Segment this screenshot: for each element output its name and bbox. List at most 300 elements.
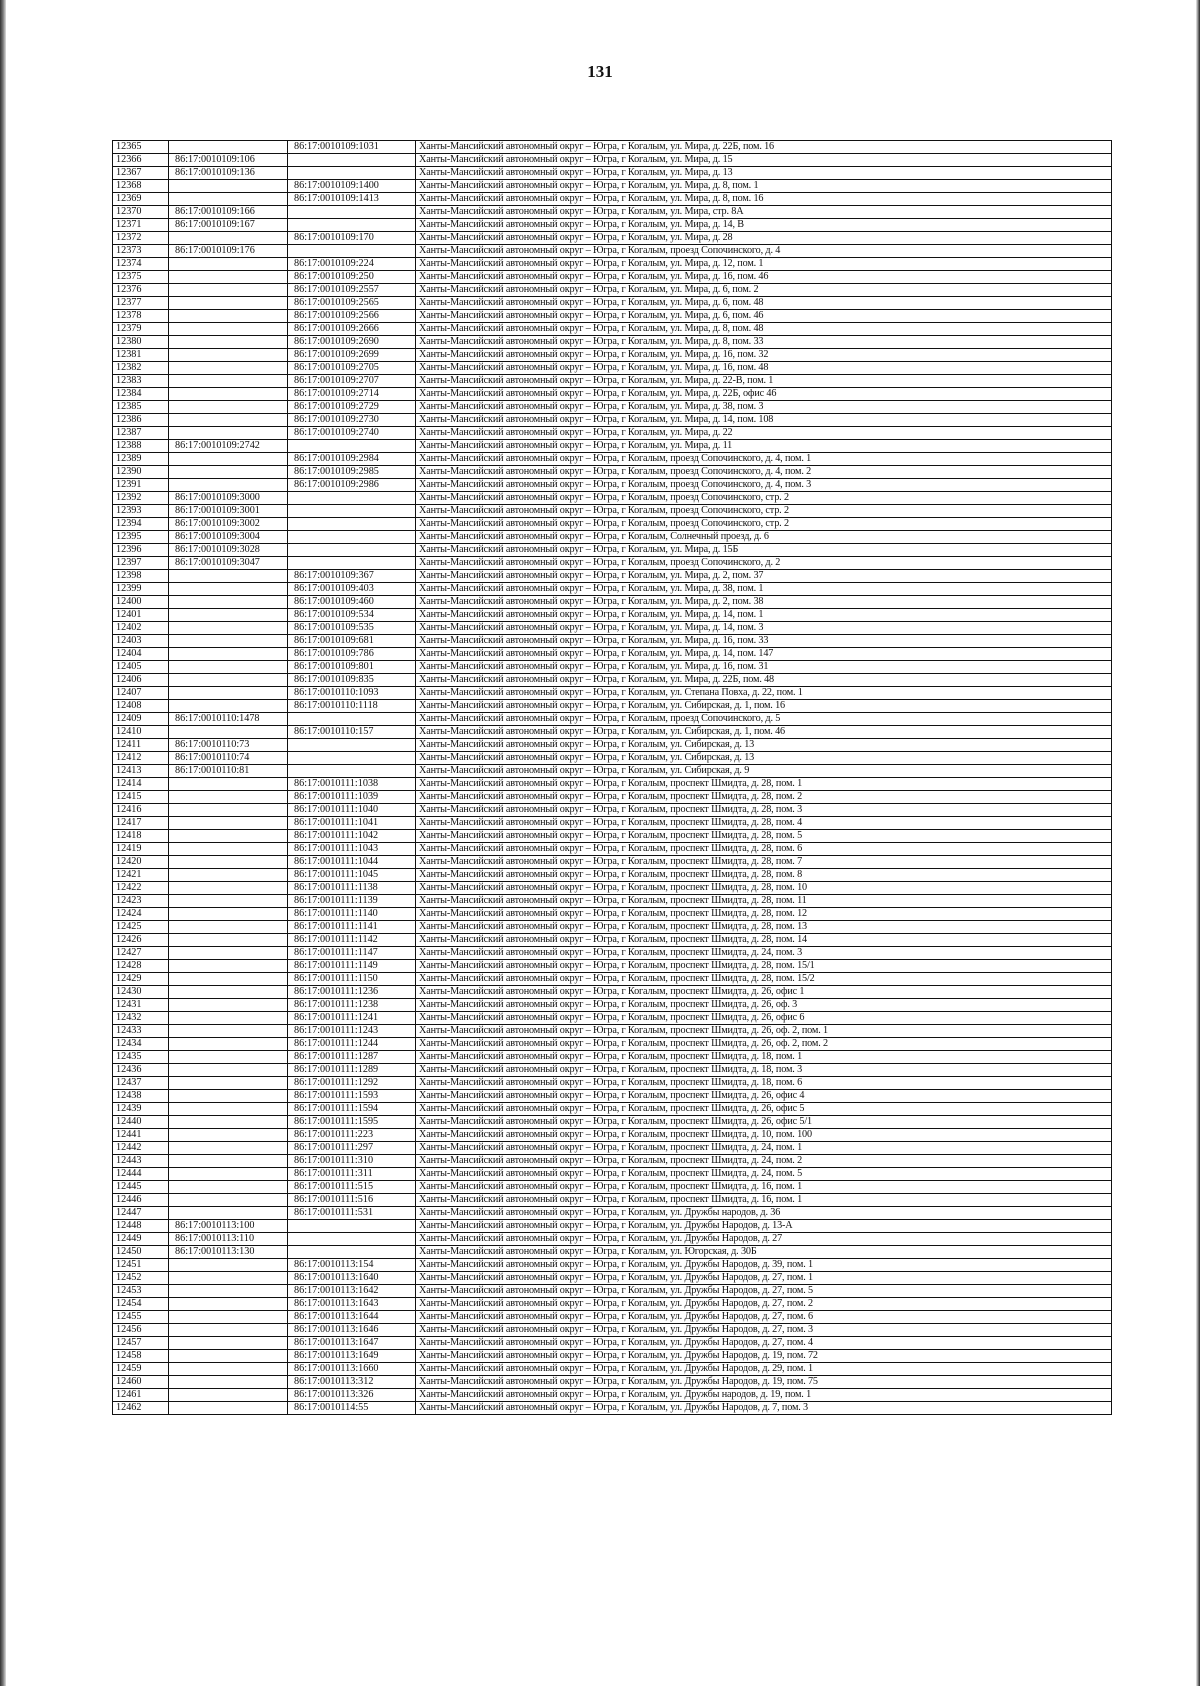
- row-number-cell: 12394: [113, 518, 169, 531]
- table-row: [113, 1038, 1112, 1051]
- cadastral-premises-cell: 86:17:0010111:1289: [288, 1064, 416, 1077]
- table-row: [113, 596, 1112, 609]
- cadastral-premises-cell: 86:17:0010111:1045: [288, 869, 416, 882]
- cadastral-land-cell: [169, 427, 288, 440]
- cadastral-premises-cell: 86:17:0010111:1594: [288, 1103, 416, 1116]
- row-number-cell: 12457: [113, 1337, 169, 1350]
- cadastral-land-cell: [169, 1285, 288, 1298]
- row-number-cell: 12399: [113, 583, 169, 596]
- address-cell: Ханты-Мансийский автономный округ – Югра, г Когалым, ул. Дружбы Народов, д. 27, пом. 4: [416, 1337, 1112, 1350]
- table-row: [113, 1311, 1112, 1324]
- table-row: [113, 739, 1112, 752]
- row-number-cell: 12448: [113, 1220, 169, 1233]
- scan-edge-right: [1196, 0, 1200, 1686]
- row-number-cell: 12424: [113, 908, 169, 921]
- address-cell: Ханты-Мансийский автономный округ – Югра, г Когалым, ул. Мира, д. 2, пом. 37: [416, 570, 1112, 583]
- row-number-cell: 12454: [113, 1298, 169, 1311]
- table-row: [113, 388, 1112, 401]
- row-number-cell: 12412: [113, 752, 169, 765]
- row-number-cell: 12392: [113, 492, 169, 505]
- address-cell: Ханты-Мансийский автономный округ – Югра, г Когалым, ул. Дружбы Народов, д. 27, пом. 6: [416, 1311, 1112, 1324]
- cadastral-land-cell: 86:17:0010113:110: [169, 1233, 288, 1246]
- cadastral-land-cell: [169, 453, 288, 466]
- table-row: [113, 726, 1112, 739]
- row-number-cell: 12437: [113, 1077, 169, 1090]
- table-row: [113, 908, 1112, 921]
- cadastral-premises-cell: 86:17:0010113:1646: [288, 1324, 416, 1337]
- row-number-cell: 12398: [113, 570, 169, 583]
- cadastral-premises-cell: [288, 518, 416, 531]
- cadastral-premises-cell: 86:17:0010111:515: [288, 1181, 416, 1194]
- table-row: [113, 1285, 1112, 1298]
- cadastral-premises-cell: 86:17:0010113:1647: [288, 1337, 416, 1350]
- address-cell: Ханты-Мансийский автономный округ – Югра, г Когалым, ул. Мира, д. 14, пом. 3: [416, 622, 1112, 635]
- address-cell: Ханты-Мансийский автономный округ – Югра, г Когалым, ул. Мира, д. 16, пом. 32: [416, 349, 1112, 362]
- address-cell: Ханты-Мансийский автономный округ – Югра, г Когалым, проспект Шмидта, д. 26, офис 5: [416, 1103, 1112, 1116]
- cadastral-land-cell: [169, 1064, 288, 1077]
- cadastral-land-cell: [169, 1077, 288, 1090]
- cadastral-land-cell: 86:17:0010109:166: [169, 206, 288, 219]
- row-number-cell: 12428: [113, 960, 169, 973]
- row-number-cell: 12450: [113, 1246, 169, 1259]
- row-number-cell: 12409: [113, 713, 169, 726]
- cadastral-land-cell: [169, 648, 288, 661]
- address-cell: Ханты-Мансийский автономный округ – Югра, г Когалым, ул. Мира, д. 15Б: [416, 544, 1112, 557]
- table-row: [113, 284, 1112, 297]
- cadastral-premises-cell: [288, 557, 416, 570]
- cadastral-premises-cell: 86:17:0010111:1039: [288, 791, 416, 804]
- table-row: [113, 518, 1112, 531]
- table-row: [113, 1207, 1112, 1220]
- cadastral-premises-cell: 86:17:0010109:2984: [288, 453, 416, 466]
- cadastral-land-cell: [169, 1194, 288, 1207]
- table-row: [113, 1376, 1112, 1389]
- cadastral-land-cell: [169, 674, 288, 687]
- row-number-cell: 12403: [113, 635, 169, 648]
- table-row: [113, 453, 1112, 466]
- row-number-cell: 12384: [113, 388, 169, 401]
- cadastral-premises-cell: [288, 167, 416, 180]
- cadastral-land-cell: [169, 310, 288, 323]
- address-cell: Ханты-Мансийский автономный округ – Югра, г Когалым, ул. Мира, д. 38, пом. 3: [416, 401, 1112, 414]
- cadastral-premises-cell: [288, 739, 416, 752]
- address-cell: Ханты-Мансийский автономный округ – Югра, г Когалым, проспект Шмидта, д. 26, оф. 2, пом. 1: [416, 1025, 1112, 1038]
- cadastral-premises-cell: 86:17:0010111:1141: [288, 921, 416, 934]
- table-row: [113, 492, 1112, 505]
- cadastral-land-cell: 86:17:0010110:81: [169, 765, 288, 778]
- cadastral-premises-cell: 86:17:0010109:2705: [288, 362, 416, 375]
- row-number-cell: 12408: [113, 700, 169, 713]
- cadastral-premises-cell: 86:17:0010111:1043: [288, 843, 416, 856]
- table-row: [113, 232, 1112, 245]
- cadastral-land-cell: [169, 1051, 288, 1064]
- cadastral-premises-cell: 86:17:0010111:1150: [288, 973, 416, 986]
- address-cell: Ханты-Мансийский автономный округ – Югра, г Когалым, ул. Мира, д. 38, пом. 1: [416, 583, 1112, 596]
- row-number-cell: 12417: [113, 817, 169, 830]
- cadastral-land-cell: [169, 1389, 288, 1402]
- cadastral-land-cell: 86:17:0010109:167: [169, 219, 288, 232]
- row-number-cell: 12407: [113, 687, 169, 700]
- cadastral-premises-cell: 86:17:0010111:1041: [288, 817, 416, 830]
- cadastral-premises-cell: 86:17:0010109:1031: [288, 141, 416, 154]
- address-cell: Ханты-Мансийский автономный округ – Югра, г Когалым, проспект Шмидта, д. 10, пом. 100: [416, 1129, 1112, 1142]
- row-number-cell: 12422: [113, 882, 169, 895]
- cadastral-premises-cell: [288, 492, 416, 505]
- row-number-cell: 12421: [113, 869, 169, 882]
- table-row: [113, 674, 1112, 687]
- row-number-cell: 12420: [113, 856, 169, 869]
- cadastral-premises-cell: 86:17:0010111:297: [288, 1142, 416, 1155]
- cadastral-premises-cell: 86:17:0010111:1292: [288, 1077, 416, 1090]
- address-cell: Ханты-Мансийский автономный округ – Югра, г Когалым, проспект Шмидта, д. 24, пом. 5: [416, 1168, 1112, 1181]
- row-number-cell: 12404: [113, 648, 169, 661]
- page-number: 131: [587, 62, 613, 81]
- address-cell: Ханты-Мансийский автономный округ – Югра, г Когалым, ул. Сибирская, д. 9: [416, 765, 1112, 778]
- cadastral-premises-cell: 86:17:0010109:2740: [288, 427, 416, 440]
- table-row: [113, 1246, 1112, 1259]
- address-cell: Ханты-Мансийский автономный округ – Югра, г Когалым, проспект Шмидта, д. 28, пом. 8: [416, 869, 1112, 882]
- cadastral-land-cell: [169, 232, 288, 245]
- cadastral-premises-cell: 86:17:0010113:1644: [288, 1311, 416, 1324]
- row-number-cell: 12376: [113, 284, 169, 297]
- address-cell: Ханты-Мансийский автономный округ – Югра, г Когалым, проспект Шмидта, д. 26, офис 1: [416, 986, 1112, 999]
- cadastral-premises-cell: 86:17:0010111:1044: [288, 856, 416, 869]
- address-cell: Ханты-Мансийский автономный округ – Югра, г Когалым, ул. Дружбы Народов, д. 27: [416, 1233, 1112, 1246]
- address-cell: Ханты-Мансийский автономный округ – Югра, г Когалым, проезд Сопочинского, стр. 2: [416, 505, 1112, 518]
- cadastral-premises-cell: 86:17:0010111:1238: [288, 999, 416, 1012]
- address-cell: Ханты-Мансийский автономный округ – Югра, г Когалым, ул. Дружбы Народов, д. 39, пом. 1: [416, 1259, 1112, 1272]
- cadastral-premises-cell: 86:17:0010109:250: [288, 271, 416, 284]
- table-row: [113, 1155, 1112, 1168]
- cadastral-land-cell: 86:17:0010109:136: [169, 167, 288, 180]
- address-cell: Ханты-Мансийский автономный округ – Югра, г Когалым, проспект Шмидта, д. 28, пом. 15/1: [416, 960, 1112, 973]
- cadastral-land-cell: 86:17:0010109:2742: [169, 440, 288, 453]
- row-number-cell: 12367: [113, 167, 169, 180]
- table-row: [113, 947, 1112, 960]
- address-cell: Ханты-Мансийский автономный округ – Югра, г Когалым, проезд Сопочинского, д. 4, пом. 3: [416, 479, 1112, 492]
- cadastral-land-cell: [169, 921, 288, 934]
- cadastral-premises-cell: 86:17:0010109:403: [288, 583, 416, 596]
- table-row: [113, 141, 1112, 154]
- cadastral-land-cell: [169, 817, 288, 830]
- table-row: [113, 206, 1112, 219]
- row-number-cell: 12396: [113, 544, 169, 557]
- row-number-cell: 12365: [113, 141, 169, 154]
- cadastral-premises-cell: [288, 219, 416, 232]
- cadastral-land-cell: [169, 1116, 288, 1129]
- cadastral-premises-cell: [288, 206, 416, 219]
- table-row: [113, 570, 1112, 583]
- row-number-cell: 12382: [113, 362, 169, 375]
- table-row: [113, 245, 1112, 258]
- cadastral-premises-cell: [288, 1220, 416, 1233]
- address-cell: Ханты-Мансийский автономный округ – Югра, г Когалым, ул. Мира, стр. 8А: [416, 206, 1112, 219]
- table-row: [113, 1337, 1112, 1350]
- table-row: [113, 310, 1112, 323]
- row-number-cell: 12371: [113, 219, 169, 232]
- row-number-cell: 12443: [113, 1155, 169, 1168]
- row-number-cell: 12372: [113, 232, 169, 245]
- cadastral-land-cell: 86:17:0010110:73: [169, 739, 288, 752]
- table-row: [113, 466, 1112, 479]
- address-cell: Ханты-Мансийский автономный округ – Югра, г Когалым, проспект Шмидта, д. 24, пом. 3: [416, 947, 1112, 960]
- row-number-cell: 12460: [113, 1376, 169, 1389]
- table-row: [113, 1051, 1112, 1064]
- cadastral-premises-cell: [288, 752, 416, 765]
- row-number-cell: 12433: [113, 1025, 169, 1038]
- address-cell: Ханты-Мансийский автономный округ – Югра, г Когалым, Солнечный проезд, д. 6: [416, 531, 1112, 544]
- table-row: [113, 1402, 1112, 1415]
- table-row: [113, 609, 1112, 622]
- table-row: [113, 778, 1112, 791]
- cadastral-land-cell: [169, 999, 288, 1012]
- row-number-cell: 12459: [113, 1363, 169, 1376]
- address-cell: Ханты-Мансийский автономный округ – Югра, г Когалым, ул. Дружбы Народов, д. 19, пом. 75: [416, 1376, 1112, 1389]
- cadastral-premises-cell: 86:17:0010113:312: [288, 1376, 416, 1389]
- table-row: [113, 1168, 1112, 1181]
- cadastral-land-cell: [169, 947, 288, 960]
- address-cell: Ханты-Мансийский автономный округ – Югра, г Когалым, проспект Шмидта, д. 28, пом. 1: [416, 778, 1112, 791]
- cadastral-premises-cell: 86:17:0010111:1149: [288, 960, 416, 973]
- cadastral-premises-cell: 86:17:0010111:1147: [288, 947, 416, 960]
- cadastral-land-cell: [169, 973, 288, 986]
- row-number-cell: 12405: [113, 661, 169, 674]
- cadastral-land-cell: [169, 830, 288, 843]
- table-row: [113, 1129, 1112, 1142]
- row-number-cell: 12379: [113, 323, 169, 336]
- cadastral-land-cell: [169, 1142, 288, 1155]
- cadastral-land-cell: [169, 1259, 288, 1272]
- address-cell: Ханты-Мансийский автономный округ – Югра, г Когалым, проезд Сопочинского, д. 2: [416, 557, 1112, 570]
- table-row: [113, 1259, 1112, 1272]
- cadastral-land-cell: [169, 1103, 288, 1116]
- table-row: [113, 1077, 1112, 1090]
- cadastral-land-cell: [169, 1181, 288, 1194]
- table-row: [113, 323, 1112, 336]
- address-cell: Ханты-Мансийский автономный округ – Югра, г Когалым, ул. Сибирская, д. 13: [416, 739, 1112, 752]
- row-number-cell: 12388: [113, 440, 169, 453]
- address-cell: Ханты-Мансийский автономный округ – Югра, г Когалым, ул. Мира, д. 22: [416, 427, 1112, 440]
- address-cell: Ханты-Мансийский автономный округ – Югра, г Когалым, ул. Мира, д. 6, пом. 48: [416, 297, 1112, 310]
- cadastral-premises-cell: 86:17:0010111:1038: [288, 778, 416, 791]
- cadastral-premises-cell: 86:17:0010111:1241: [288, 1012, 416, 1025]
- address-cell: Ханты-Мансийский автономный округ – Югра, г Когалым, проспект Шмидта, д. 24, пом. 2: [416, 1155, 1112, 1168]
- cadastral-premises-cell: 86:17:0010113:1649: [288, 1350, 416, 1363]
- table-row: [113, 1220, 1112, 1233]
- address-cell: Ханты-Мансийский автономный округ – Югра, г Когалым, проспект Шмидта, д. 26, оф. 3: [416, 999, 1112, 1012]
- table-row: [113, 934, 1112, 947]
- address-cell: Ханты-Мансийский автономный округ – Югра, г Когалым, ул. Дружбы Народов, д. 27, пом. 1: [416, 1272, 1112, 1285]
- registry-rows: [113, 141, 1112, 1415]
- cadastral-premises-cell: 86:17:0010109:786: [288, 648, 416, 661]
- table-row: [113, 1064, 1112, 1077]
- row-number-cell: 12447: [113, 1207, 169, 1220]
- row-number-cell: 12369: [113, 193, 169, 206]
- table-row: [113, 427, 1112, 440]
- row-number-cell: 12377: [113, 297, 169, 310]
- cadastral-premises-cell: [288, 531, 416, 544]
- table-row: [113, 219, 1112, 232]
- cadastral-land-cell: [169, 1012, 288, 1025]
- table-row: [113, 531, 1112, 544]
- table-row: [113, 1103, 1112, 1116]
- cadastral-land-cell: [169, 1090, 288, 1103]
- table-row: [113, 544, 1112, 557]
- table-row: [113, 349, 1112, 362]
- table-row: [113, 752, 1112, 765]
- cadastral-premises-cell: 86:17:0010109:2729: [288, 401, 416, 414]
- address-cell: Ханты-Мансийский автономный округ – Югра, г Когалым, проспект Шмидта, д. 28, пом. 14: [416, 934, 1112, 947]
- cadastral-land-cell: [169, 1155, 288, 1168]
- cadastral-premises-cell: 86:17:0010109:2690: [288, 336, 416, 349]
- table-row: [113, 583, 1112, 596]
- cadastral-land-cell: [169, 258, 288, 271]
- row-number-cell: 12385: [113, 401, 169, 414]
- address-cell: Ханты-Мансийский автономный округ – Югра, г Когалым, проспект Шмидта, д. 28, пом. 10: [416, 882, 1112, 895]
- row-number-cell: 12444: [113, 1168, 169, 1181]
- table-row: [113, 193, 1112, 206]
- table-row: [113, 362, 1112, 375]
- row-number-cell: 12374: [113, 258, 169, 271]
- cadastral-premises-cell: [288, 505, 416, 518]
- row-number-cell: 12380: [113, 336, 169, 349]
- table-row: [113, 1350, 1112, 1363]
- row-number-cell: 12411: [113, 739, 169, 752]
- cadastral-premises-cell: 86:17:0010109:534: [288, 609, 416, 622]
- row-number-cell: 12387: [113, 427, 169, 440]
- cadastral-land-cell: [169, 479, 288, 492]
- cadastral-land-cell: [169, 297, 288, 310]
- table-row: [113, 1116, 1112, 1129]
- row-number-cell: 12390: [113, 466, 169, 479]
- cadastral-premises-cell: 86:17:0010109:367: [288, 570, 416, 583]
- address-cell: Ханты-Мансийский автономный округ – Югра, г Когалым, ул. Мира, д. 12, пом. 1: [416, 258, 1112, 271]
- cadastral-premises-cell: [288, 154, 416, 167]
- row-number-cell: 12397: [113, 557, 169, 570]
- cadastral-premises-cell: 86:17:0010109:2566: [288, 310, 416, 323]
- address-cell: Ханты-Мансийский автономный округ – Югра, г Когалым, ул. Мира, д. 6, пом. 46: [416, 310, 1112, 323]
- table-row: [113, 687, 1112, 700]
- cadastral-premises-cell: 86:17:0010109:460: [288, 596, 416, 609]
- address-cell: Ханты-Мансийский автономный округ – Югра, г Когалым, ул. Мира, д. 15: [416, 154, 1112, 167]
- table-row: [113, 479, 1112, 492]
- cadastral-land-cell: [169, 596, 288, 609]
- table-row: [113, 414, 1112, 427]
- cadastral-premises-cell: 86:17:0010109:2985: [288, 466, 416, 479]
- row-number-cell: 12434: [113, 1038, 169, 1051]
- cadastral-land-cell: [169, 895, 288, 908]
- row-number-cell: 12431: [113, 999, 169, 1012]
- address-cell: Ханты-Мансийский автономный округ – Югра, г Когалым, проспект Шмидта, д. 16, пом. 1: [416, 1181, 1112, 1194]
- row-number-cell: 12461: [113, 1389, 169, 1402]
- cadastral-premises-cell: 86:17:0010113:1642: [288, 1285, 416, 1298]
- row-number-cell: 12414: [113, 778, 169, 791]
- address-cell: Ханты-Мансийский автономный округ – Югра, г Когалым, ул. Дружбы народов, д. 19, пом. 1: [416, 1389, 1112, 1402]
- table-row: [113, 999, 1112, 1012]
- cadastral-land-cell: [169, 1168, 288, 1181]
- address-cell: Ханты-Мансийский автономный округ – Югра, г Когалым, ул. Дружбы Народов, д. 27, пом. 2: [416, 1298, 1112, 1311]
- cadastral-premises-cell: 86:17:0010111:311: [288, 1168, 416, 1181]
- address-cell: Ханты-Мансийский автономный округ – Югра, г Когалым, ул. Сибирская, д. 1, пом. 46: [416, 726, 1112, 739]
- row-number-cell: 12368: [113, 180, 169, 193]
- address-cell: Ханты-Мансийский автономный округ – Югра, г Когалым, ул. Мира, д. 6, пом. 2: [416, 284, 1112, 297]
- address-cell: Ханты-Мансийский автономный округ – Югра, г Когалым, проспект Шмидта, д. 28, пом. 15/2: [416, 973, 1112, 986]
- row-number-cell: 12406: [113, 674, 169, 687]
- address-cell: Ханты-Мансийский автономный округ – Югра, г Когалым, ул. Дружбы Народов, д. 27, пом. 5: [416, 1285, 1112, 1298]
- address-cell: Ханты-Мансийский автономный округ – Югра, г Когалым, ул. Дружбы Народов, д. 7, пом. 3: [416, 1402, 1112, 1415]
- address-cell: Ханты-Мансийский автономный округ – Югра, г Когалым, проспект Шмидта, д. 24, пом. 1: [416, 1142, 1112, 1155]
- table-row: [113, 1025, 1112, 1038]
- address-cell: Ханты-Мансийский автономный округ – Югра, г Когалым, ул. Мира, д. 16, пом. 31: [416, 661, 1112, 674]
- address-cell: Ханты-Мансийский автономный округ – Югра, г Когалым, проспект Шмидта, д. 16, пом. 1: [416, 1194, 1112, 1207]
- table-row: [113, 375, 1112, 388]
- table-row: [113, 167, 1112, 180]
- row-number-cell: 12458: [113, 1350, 169, 1363]
- table-row: [113, 440, 1112, 453]
- address-cell: Ханты-Мансийский автономный округ – Югра, г Когалым, проспект Шмидта, д. 28, пом. 13: [416, 921, 1112, 934]
- cadastral-land-cell: [169, 323, 288, 336]
- table-row: [113, 960, 1112, 973]
- cadastral-land-cell: 86:17:0010110:74: [169, 752, 288, 765]
- cadastral-premises-cell: 86:17:0010113:1643: [288, 1298, 416, 1311]
- cadastral-land-cell: [169, 622, 288, 635]
- cadastral-land-cell: 86:17:0010109:3004: [169, 531, 288, 544]
- address-cell: Ханты-Мансийский автономный округ – Югра, г Когалым, проспект Шмидта, д. 28, пом. 4: [416, 817, 1112, 830]
- cadastral-premises-cell: 86:17:0010109:835: [288, 674, 416, 687]
- cadastral-land-cell: 86:17:0010109:106: [169, 154, 288, 167]
- address-cell: Ханты-Мансийский автономный округ – Югра, г Когалым, проспект Шмидта, д. 28, пом. 5: [416, 830, 1112, 843]
- cadastral-premises-cell: [288, 245, 416, 258]
- row-number-cell: 12389: [113, 453, 169, 466]
- cadastral-premises-cell: [288, 1246, 416, 1259]
- cadastral-premises-cell: 86:17:0010111:531: [288, 1207, 416, 1220]
- table-row: [113, 830, 1112, 843]
- cadastral-premises-cell: 86:17:0010109:2565: [288, 297, 416, 310]
- table-row: [113, 180, 1112, 193]
- row-number-cell: 12370: [113, 206, 169, 219]
- table-row: [113, 1012, 1112, 1025]
- cadastral-premises-cell: 86:17:0010109:681: [288, 635, 416, 648]
- cadastral-premises-cell: 86:17:0010109:2986: [288, 479, 416, 492]
- address-cell: Ханты-Мансийский автономный округ – Югра, г Когалым, проезд Сопочинского, д. 4, пом. 2: [416, 466, 1112, 479]
- row-number-cell: 12453: [113, 1285, 169, 1298]
- table-row: [113, 505, 1112, 518]
- cadastral-land-cell: [169, 570, 288, 583]
- address-cell: Ханты-Мансийский автономный округ – Югра, г Когалым, проспект Шмидта, д. 18, пом. 1: [416, 1051, 1112, 1064]
- scan-edge-left: [0, 0, 6, 1686]
- cadastral-premises-cell: 86:17:0010111:1140: [288, 908, 416, 921]
- row-number-cell: 12455: [113, 1311, 169, 1324]
- cadastral-premises-cell: [288, 765, 416, 778]
- address-cell: Ханты-Мансийский автономный округ – Югра, г Когалым, проспект Шмидта, д. 28, пом. 12: [416, 908, 1112, 921]
- address-cell: Ханты-Мансийский автономный округ – Югра, г Когалым, ул. Мира, д. 14, пом. 108: [416, 414, 1112, 427]
- cadastral-land-cell: [169, 804, 288, 817]
- address-cell: Ханты-Мансийский автономный округ – Югра, г Когалым, ул. Сибирская, д. 13: [416, 752, 1112, 765]
- cadastral-premises-cell: 86:17:0010111:310: [288, 1155, 416, 1168]
- address-cell: Ханты-Мансийский автономный округ – Югра, г Когалым, ул. Дружбы Народов, д. 29, пом. 1: [416, 1363, 1112, 1376]
- cadastral-land-cell: 86:17:0010109:3001: [169, 505, 288, 518]
- table-row: [113, 1389, 1112, 1402]
- address-cell: Ханты-Мансийский автономный округ – Югра, г Когалым, ул. Мира, д. 8, пом. 33: [416, 336, 1112, 349]
- table-row: [113, 622, 1112, 635]
- cadastral-premises-cell: 86:17:0010109:2557: [288, 284, 416, 297]
- table-row: [113, 804, 1112, 817]
- row-number-cell: 12381: [113, 349, 169, 362]
- cadastral-land-cell: 86:17:0010109:3028: [169, 544, 288, 557]
- cadastral-land-cell: [169, 1207, 288, 1220]
- cadastral-premises-cell: 86:17:0010109:2714: [288, 388, 416, 401]
- table-row: [113, 1194, 1112, 1207]
